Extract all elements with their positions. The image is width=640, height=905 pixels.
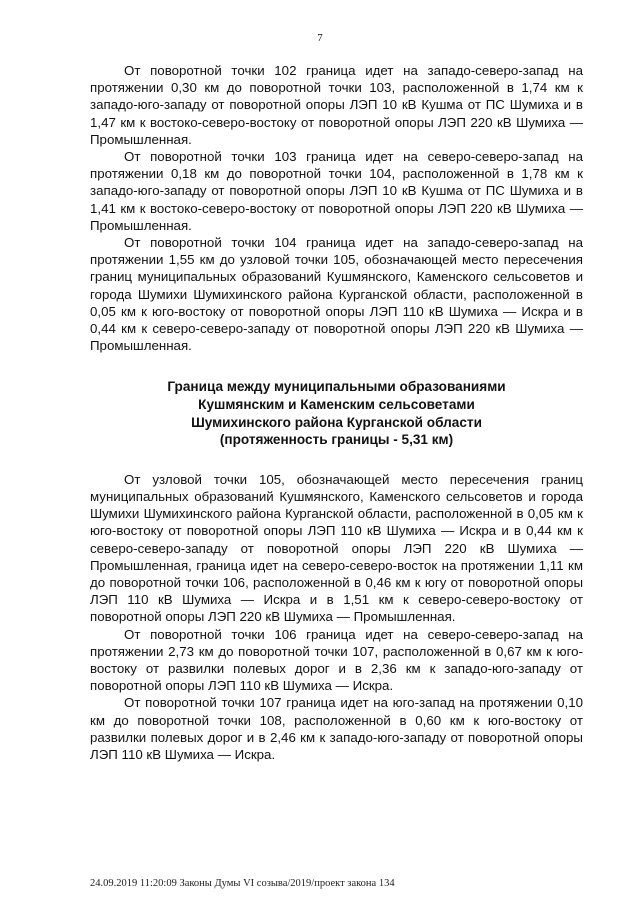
heading-line-3: Шумихинского района Курганской области (191, 414, 482, 430)
paragraph-point-103: От поворотной точки 103 граница идет на северо-северо-запад на протяжении 0,18 км до поворотной точки 104, расположенной в 1,78 км к западо-юго-западу от поворотной опоры ЛЭП 10 кВ Кушма от ПС Шумиха и в 1,41 км к востоко-северо-востоку от поворотной опоры ЛЭП 220 кВ Шумиха — Промышленная. (90, 149, 583, 233)
heading-line-2: Кушмянским и Каменским сельсоветами (198, 397, 475, 413)
footer-file-path: 24.09.2019 11:20:09 Законы Думы VI созыва/2019/проект закона 134 (90, 878, 395, 889)
paragraph-point-106: От поворотной точки 106 граница идет на северо-северо-запад на протяжении 2,73 км до поворотной точки 107, расположенной в 0,67 км к юго-востоку от развилки полевых дорог и в 2,36 км к западо-юго-западу от поворотной опоры ЛЭП 110 кВ Шумиха — Искра. (90, 626, 583, 694)
paragraph-point-102: От поворотной точки 102 граница идет на западо-северо-запад на протяжении 0,30 км до поворотной точки 103, расположенной в 1,74 км к западо-юго-западу от поворотной опоры ЛЭП 10 кВ Кушма от ПС Шумиха и в 1,47 км к востоко-северо-востоку от поворотной опоры ЛЭП 220 кВ Шумиха — Промышленная. (90, 63, 583, 147)
page-number: 7 (317, 32, 323, 44)
document-body (90, 62, 583, 763)
paragraph-point-105: От узловой точки 105, обозначающей место пересечения границ муниципальных образований Кушмянского, Каменского сельсоветов и города Шумихи Шумихинского района Курганской области, расположенной в 0,05 км к юго-востоку от поворотной опоры ЛЭП 110 кВ Шумиха — Искра и в 0,44 км к северо-северо-западу от поворотной опоры ЛЭП 220 кВ Шумиха — Промышленная, граница идет на северо-северо-восток на протяжении 1,11 км до поворотной точки 106, расположенной в 0,46 км к югу от поворотной опоры ЛЭП 110 кВ Шумиха — Искра и в 1,51 км к северо-северо-востоку от поворотной опоры ЛЭП 220 кВ Шумиха — Промышленная. (90, 471, 583, 625)
section-heading (90, 378, 583, 448)
paragraph-point-107: От поворотной точки 107 граница идет на юго-запад на протяжении 0,10 км до поворотной точки 108, расположенной в 0,60 км к юго-востоку от развилки полевых дорог и в 2,46 км к западо-юго-западу от поворотной опоры ЛЭП 110 кВ Шумиха — Искра. (90, 695, 583, 763)
heading-line-1: Граница между муниципальными образованиями (167, 379, 506, 395)
paragraph-point-104: От поворотной точки 104 граница идет на западо-северо-запад на протяжении 1,55 км до узловой точки 105, обозначающей место пересечения границ муниципальных образований Кушмянского, Каменского сельсоветов и города Шумихи Шумихинского района Курганской области, расположенной в 0,05 км к юго-востоку от поворотной опоры ЛЭП 110 кВ Шумиха — Искра и в 0,44 км к северо-северо-западу от поворотной опоры ЛЭП 220 кВ Шумиха — Промышленная. (90, 235, 583, 354)
heading-line-4: (протяженность границы - 5,31 км) (219, 432, 454, 448)
